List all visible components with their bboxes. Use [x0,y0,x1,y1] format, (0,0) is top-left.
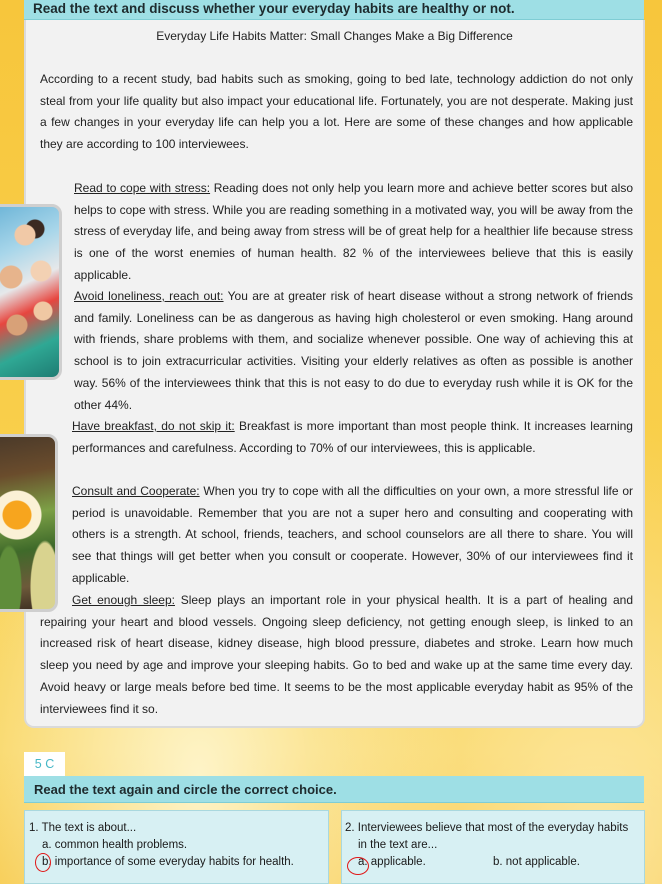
breakfast-food-photo [0,434,58,612]
exercise-5c-instruction: Read the text again and circle the correct choice. [34,782,337,797]
article-title: Everyday Life Habits Matter: Small Changes Make a Big Difference [156,29,513,43]
section-consult-cooperate [72,481,633,590]
question-2-stem-continued: in the text are... [358,839,438,851]
section-heading: Get enough sleep: [72,593,175,607]
section-label-5c: 5 C [24,752,65,776]
section-heading: Have breakfast, do not skip it: [72,419,235,433]
question-text: The text is about... [41,822,137,834]
question-1-box [24,810,329,884]
exercise-instruction-banner [24,0,644,20]
section-body: Sleep plays an important role in your physical health. It is a part of healing and repairing your heart and blood vessels. Ongoing sleep deficiency, not getting enough sleep, is linked to an increased risk of heart disease, kidney disease, high blood pressure, diabetes and stroke. Learn how much sleep you need by age and improve your sleeping habits. Go to bed and wake up at the same time every day. Avoid heavy or large meals before bed time. It seems to be the most applicable everyday habit as 95% of the interviewees find it so. [40,593,633,716]
section-read-to-cope [74,178,633,287]
question-1-stem [29,820,136,837]
section-body: You are at greater risk of heart disease without a strong network of friends and family. Loneliness can be as dangerous as having high cholesterol or even smoking. Hang around with friends, share problems with them, and socialize whenever possible. One way of achieving this at school is to join extracurricular activities. Visiting your elderly relatives as often as possible is another way. 56% of the interviewees think that this is not easy to do due to everyday rush while it is OK for the other 44%. [74,289,633,412]
article-intro: According to a recent study, bad habits such as smoking, going to bed late, technology addiction do not only steal from your life quality but also impact your educational life. Fortunately, you are not desperate. Making just a few changes in your everyday life can help you a lot. Here are some of these changes and how applicable they are according to 100 interviewees. [40,72,633,152]
question-1-option-a[interactable]: a. common health problems. [42,839,188,851]
question-1-option-b[interactable]: b. importance of some everyday habits for health. [42,856,294,868]
section-get-enough-sleep [40,590,633,720]
question-number: 2. [345,822,355,834]
section-avoid-loneliness [74,286,633,416]
section-have-breakfast [72,416,633,459]
exercise-5c-instruction-banner [24,776,644,803]
answer-circle-mark [347,857,369,875]
question-2-option-a[interactable]: a. applicable. [358,856,426,868]
section-body: When you try to cope with all the difficulties on your own, a more stressful life or period is unavoidable. Remember that you are not a super hero and consulting and cooperating with others is a strength. At school, friends, teachers, and school counselors are all there to share. You will see that things will get better when you consult or cooperate. However, 30% of our interviewees find it applicable. [72,484,633,585]
reading-text-card [24,20,645,728]
section-body: Breakfast is more important than most people think. It increases learning performances and carefulness. According to 70% of our interviewees, this is applicable. [72,419,633,455]
question-2-option-b[interactable]: b. not applicable. [493,856,580,868]
section-heading: Consult and Cooperate: [72,484,200,498]
question-2-box [341,810,645,884]
question-text: Interviewees believe that most of the everyday habits [357,822,629,834]
section-heading: Avoid loneliness, reach out: [74,289,224,303]
answer-circle-mark [35,853,51,872]
friends-group-photo [0,204,62,380]
question-2-stem [345,820,628,837]
exercise-instruction: Read the text and discuss whether your everyday habits are healthy or not. [33,1,515,16]
question-number: 1. [29,822,39,834]
section-body: Reading does not only help you learn more and achieve better scores but also helps to cope with stress. While you are reading something in a motivated way, you will be away from the stress of everyday life, and being away from stress will be of great help for a healthier life because stress is one of the worst enemies of human health. 82 % of the interviewees believe that this is easily applicable. [74,181,634,282]
section-heading: Read to cope with stress: [74,181,211,195]
